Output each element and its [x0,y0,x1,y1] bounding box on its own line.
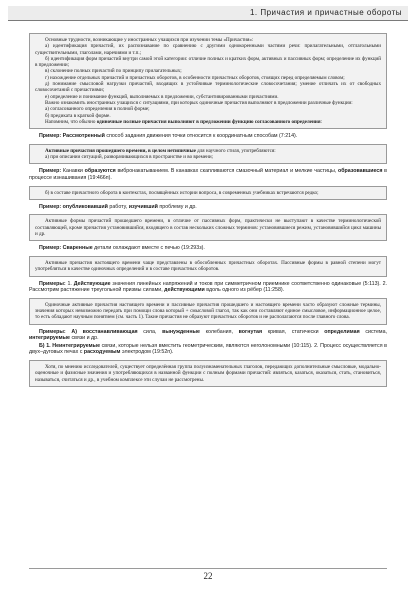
example-text: электродом (19:52п). [120,349,174,356]
box-paragraph: Активные причастия настоящего времени чаще представлены в обособленных причастных оборотах. Пассивные формы в равной степени могут употребляться в качестве одиночных определений и в составе причастных оборотов. [35,259,381,273]
info-box-active-past [29,144,387,165]
example-bold-term: интегрируемые [29,335,70,342]
example-bold-term: вынужденные [162,328,200,335]
example-1 [29,133,387,140]
example-text: в процессе изнашивания (19:466п). [29,168,387,181]
example-text: Канавки [61,168,85,175]
box-paragraph: Одиночные активные причастия настоящего времени и пассивные причастия прошедшего и настоящего времени часто образуют сложные термины, значения которых невозможно передать при помощи слова который + смысловой глагол, так как они составляют единое смысловое, информационное целое, то есть обладают научным понятием (см. часть 1). Такие причастия не образуют причастных оборотов и не располагаются после главного слова. [35,301,381,321]
example-text: детали охлаждают вместе с печью (19:293з). [92,245,205,252]
example-text: связи, которые нельзя вместить геометрическим, являются неголономными (10:115). 2. Процесс осуществляется в двух–дуговых печах с [29,342,387,356]
example-label: Примеры: [39,280,66,287]
example-label: Пример: [39,168,62,175]
bold-run: одиночные полные причастия выполняют в предложении функцию согласованного определения [96,118,321,125]
box-paragraph: а) при описании ситуаций, разворачивающихся в пространстве и во времени; [45,154,213,161]
info-box-active-forms [29,214,387,241]
box-paragraph: д) понимание смысловой нагрузки причастий, входящих в устойчивые терминологические словосочетания; умение отличать их от свободных словосочетаний с причастиями; [35,81,381,94]
info-box-present [29,256,387,277]
text-run: Напомним, что обычно [45,118,97,125]
box-paragraph: Хотя, по мнению исследователей, существует определённая группа полуизнаменательных глаголов, передающих дополнительные смысловые, модально-оценочные и фазисные значения и употребляющихся в названной функции с полным формами причастий: являться, казаться, оказаться, стать, становиться, называться, считаться и др., в учебном комплексе эти случаи не рассмотрены. [35,363,381,383]
box-paragraph: в) склонение полных причастий по принципу прилагательных; [45,68,182,75]
example-5 [29,281,387,294]
example-bold-term: определимая [324,328,360,335]
info-box-single-participles [29,298,387,325]
example-text: колебания, [200,328,239,335]
text-run: для научного стиля, употребляются: [195,147,276,154]
example-text: значения линейных напряжений и токов при симметричном приемнике соответственно одинаковые (5:113). 2. Рассмотрим растяжение треугольной призмы силами, [29,280,387,294]
example-label: Пример: [39,133,62,140]
example-text: система, [359,328,387,335]
info-box-history [29,186,387,200]
example-bold-term: расходуемым [83,349,121,356]
example-bold-term: образуются [84,168,116,175]
box-paragraph: Активные формы причастий прошедшего времени, в отличие от пассивных форм, практически не выступают в качестве терминологической составляющей, кроме причастия установившийся, входящего в состав нескольких сложных терминов: установившиеся режим, установившийся цикл машины и др. [35,218,381,238]
box-paragraph: а) идентификация причастий, их распознавание по сравнению с другими однокоренными частями речи: прилагательными, отглагольными существительными, глаголами, наречиями и т.п.; [35,43,381,56]
example-label: Пример: [39,203,62,210]
box-paragraph: Важно ознакомить иностранных учащихся с ситуациями, при которых одиночные причастия выполняют в предложении различные функции: [45,99,353,106]
box-paragraph: б) идентификация форм причастий внутри самой этой категории: отличие полных и кратких форм, активных и пассивных форм; определение их функций в предложении; [35,55,381,69]
example-3 [29,204,387,211]
example-bold-term: изучивший [128,203,158,210]
example-text: 1. [65,280,74,287]
example-text: сила, [137,328,163,335]
example-bold-term: образовавшиеся [337,168,383,175]
text-run: : [320,118,322,125]
example-6b [29,343,387,356]
example-text: кривая, статически [262,328,325,335]
example-bold-term: Неинтегрируемые [52,342,101,349]
info-box-difficulties [29,33,387,129]
header-title: 1. Причастия и причастные обороты [249,8,402,17]
info-box-semi-notional-verbs [29,360,387,387]
running-header [8,6,408,21]
example-text: вдоль одного из рёбер (11:258). [204,287,285,294]
example-text: работу, [107,203,129,210]
example-2 [29,168,387,181]
example-bold-term: Рассмотренный [62,133,105,140]
box-paragraph: б) предиката в краткой форме. [45,112,111,119]
example-label: Примеры: А) [39,328,83,335]
box-paragraph: а) согласованного определения в полной форме; [45,106,150,113]
example-bold-term: Действующие [73,280,111,287]
footer-divider [29,568,387,569]
example-6 [29,329,387,342]
page-number: 22 [203,571,213,581]
box-paragraph: е) определение и понимание функций, выполняемых в предложении, субстантивированными причастиями. [45,93,279,100]
example-text: способ задания движения точки относится к координатным способам (7:214). [104,133,298,140]
example-label: Б) 1. [39,342,53,349]
example-text: вибронакатыванием. В канавках скапливаются смазочный материал и мелкие частицы, [115,168,338,175]
box-paragraph: б) в составе причастного оборота в контекстах, посвящённых истории вопроса, в современных учебниках встречаются редко; [45,189,319,196]
box-paragraph [35,119,381,125]
example-bold-term: восстанавливающая [82,328,138,335]
example-bold-term: действующими [164,287,205,294]
example-label: Пример: [39,245,62,252]
page-content [29,33,387,565]
example-text: связи и др. [70,335,99,342]
example-bold-term: опубликовавший [62,203,108,210]
example-text: проблему и др. [157,203,197,210]
box-paragraph: г) нахождение отдельных причастий и причастных оборотов, в особенности причастных оборотов, стоящих перед определяемым словом; [45,74,345,81]
example-bold-term: Сваренные [62,245,93,252]
bold-run: Активные причастия прошедшего времени, в целом нетипичные [45,147,196,154]
example-bold-term: вогнутая [238,328,263,335]
example-4 [29,245,387,252]
box-paragraph: Основные трудности, возникающие у иностранных учащихся при изучении темы «Причастия»: [45,37,254,43]
